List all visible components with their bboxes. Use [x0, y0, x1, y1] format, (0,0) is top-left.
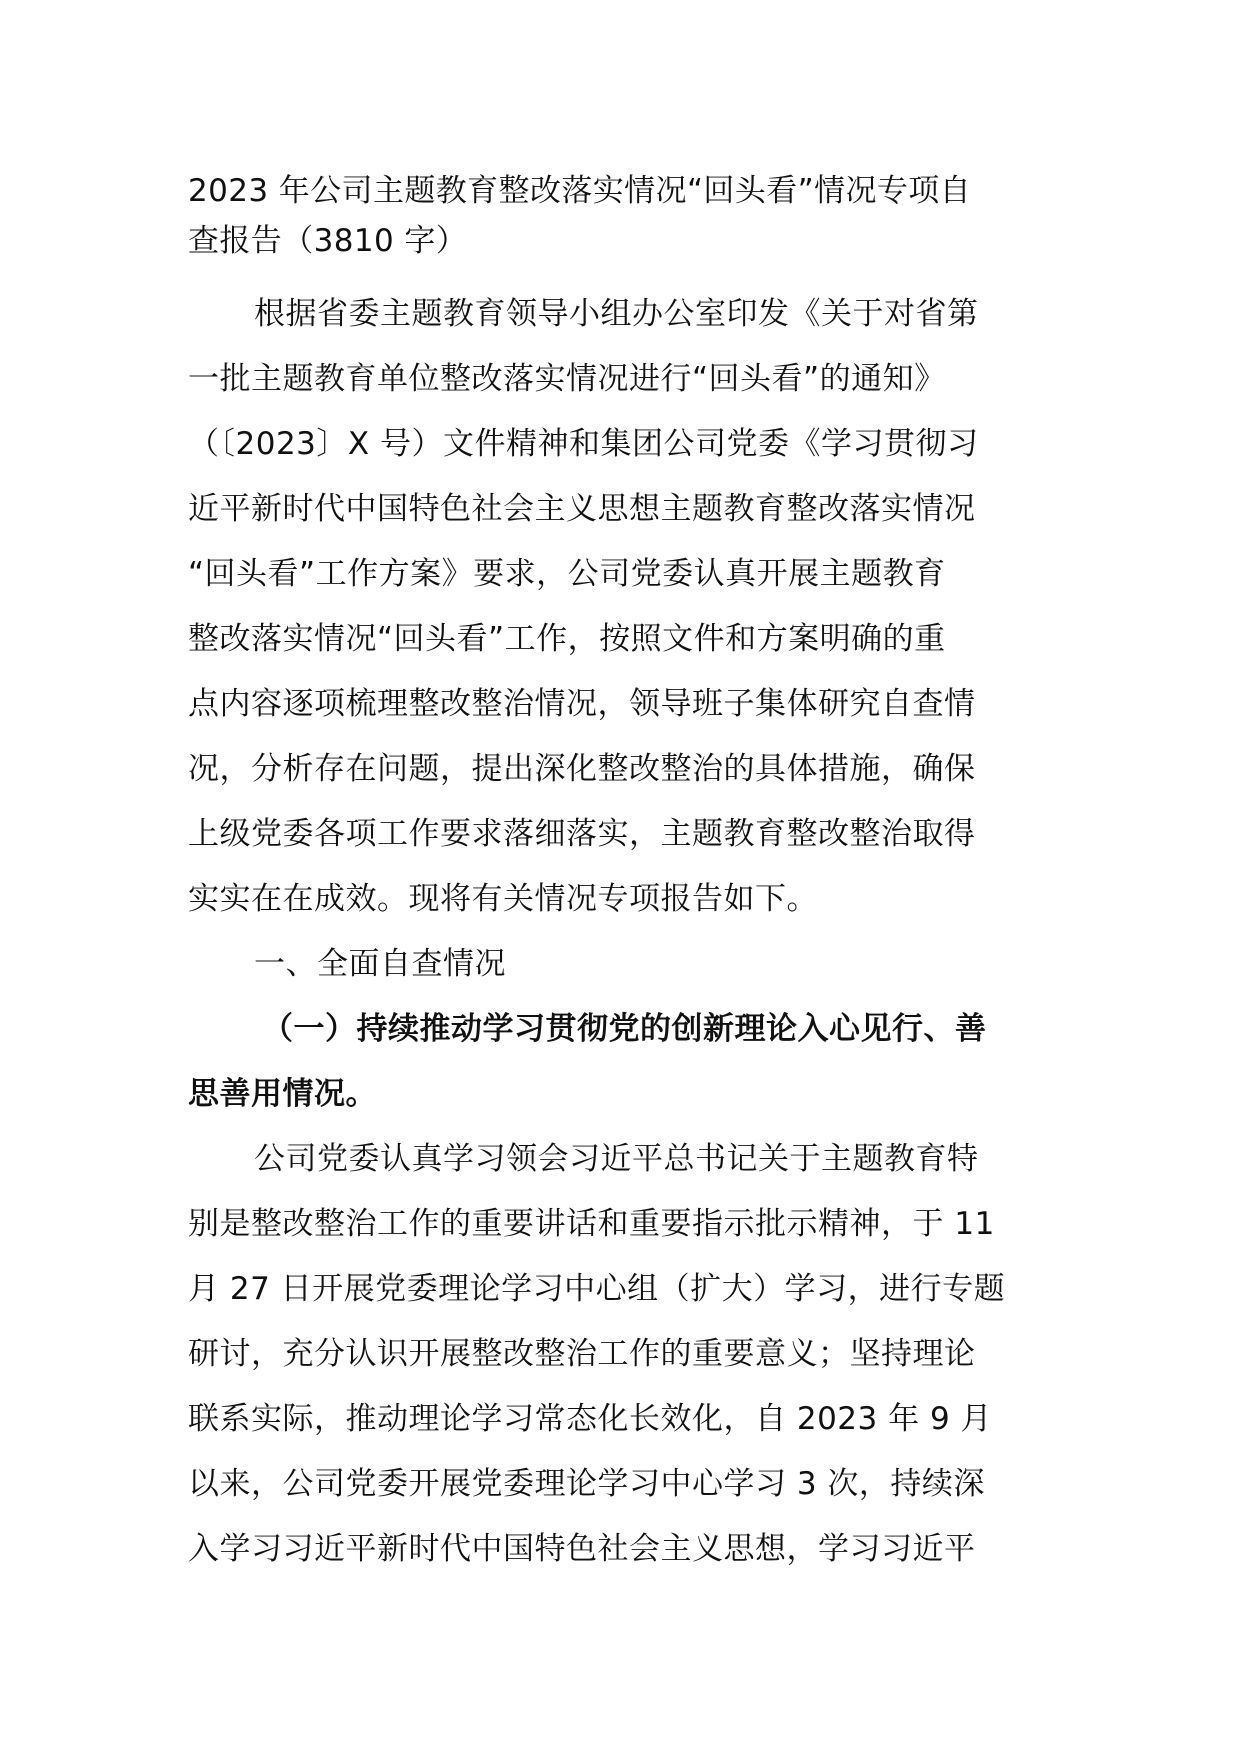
intro-line-1: 根据省委主题教育领导小组办公室印发《关于对省第: [254, 296, 979, 332]
intro-line-8: 况，分析存在问题，提出深化整改整治的具体措施，确保: [188, 751, 976, 787]
body-line-4: 研讨，充分认识开展整改整治工作的重要意义；坚持理论: [188, 1336, 976, 1372]
body-line-7: 入学习习近平新时代中国特色社会主义思想，学习习近平: [188, 1531, 976, 1567]
intro-line-9: 上级党委各项工作要求落细落实，主题教育整改整治取得: [188, 816, 976, 852]
intro-line-3: （〔2023〕X 号）文件精神和集团公司党委《学习贯彻习: [188, 426, 979, 462]
intro-line-4: 近平新时代中国特色社会主义思想主题教育整改落实情况: [188, 491, 976, 527]
body-line-1: 公司党委认真学习领会习近平总书记关于主题教育特: [254, 1141, 979, 1177]
title-line-1: 2023 年公司主题教育整改落实情况“回头看”情况专项自: [188, 173, 972, 209]
body-line-6: 以来，公司党委开展党委理论学习中心学习 3 次，持续深: [188, 1466, 985, 1502]
document-title: [188, 166, 1056, 266]
body-line-5: 联系实际，推动理论学习常态化长效化，自 2023 年 9 月: [188, 1401, 993, 1437]
intro-line-2: 一批主题教育单位整改落实情况进行“回头看”的通知》: [188, 361, 946, 397]
intro-paragraph: [188, 282, 1056, 932]
title-line-2: 查报告（3810 字）: [188, 223, 468, 259]
intro-line-6: 整改落实情况“回头看”工作，按照文件和方案明确的重: [188, 621, 946, 657]
body-line-2: 别是整改整治工作的重要讲话和重要指示批示精神，于 11: [188, 1206, 995, 1242]
subsection-line-2: 思善用情况。: [188, 1076, 377, 1112]
body-paragraph: [188, 1127, 1056, 1582]
subsection-line-1: （一）持续推动学习贯彻党的创新理论入心见行、善: [262, 1011, 987, 1047]
intro-line-7: 点内容逐项梳理整改整治情况，领导班子集体研究自查情: [188, 686, 976, 722]
body-line-3: 月 27 日开展党委理论学习中心组（扩大）学习，进行专题: [188, 1271, 1006, 1307]
intro-line-5: “回头看”工作方案》要求，公司党委认真开展主题教育: [188, 556, 946, 592]
document-page: [188, 166, 1056, 1582]
section-heading: 一、全面自查情况: [254, 946, 506, 982]
subsection-heading: [188, 997, 1056, 1127]
intro-line-10: 实实在在成效。现将有关情况专项报告如下。: [188, 881, 818, 917]
